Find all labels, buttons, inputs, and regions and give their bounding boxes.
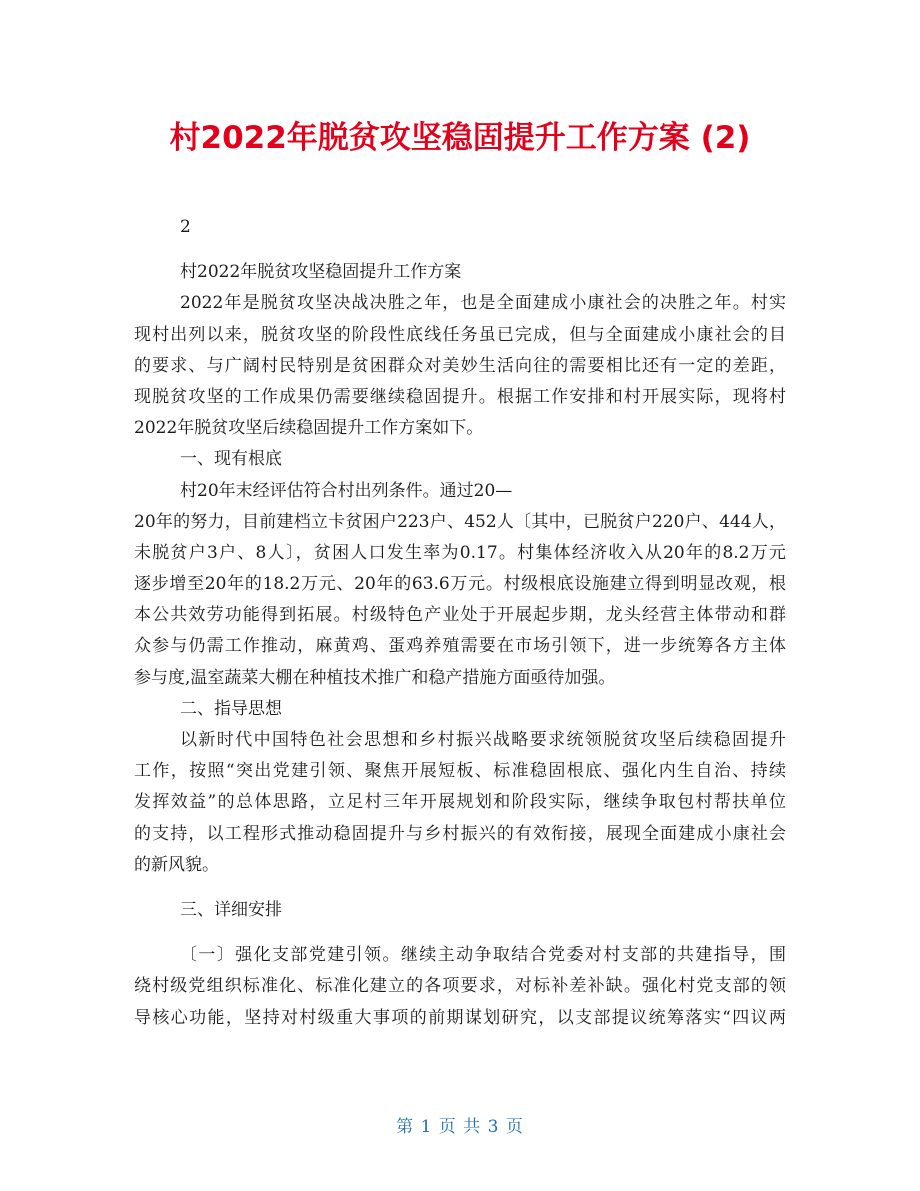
paragraph-3-line: 以新时代中国特色社会思想和乡村振兴战略要求统领脱贫攻坚后续稳固提升 [180, 730, 786, 750]
page-footer: 第 1 页 共 3 页 [396, 1117, 524, 1137]
document-body [134, 212, 786, 1034]
paragraph-3-line: 的支持，以工程形式推动稳固提升与乡村振兴的有效衔接，展现全面建成小康社会 [134, 823, 786, 844]
section-heading-3: 三、详细安排 [180, 899, 282, 920]
paragraph-2-line: 参与度,温室蔬菜大棚在种植技术推广和稳产措施方面亟待加强。 [134, 667, 616, 688]
paragraph-4-line: 导核心功能，坚持对村级重大事项的前期谋划研究，以支部提议统筹落实“四议两 [134, 1007, 786, 1028]
section-heading-1: 一、现有根底 [180, 449, 282, 470]
paragraph-2-line: 本公共效劳功能得到拓展。村级特色产业处于开展起步期，龙头经营主体带动和群 [134, 605, 786, 626]
paragraph-1-line: 2022年脱贫攻坚后续稳固提升工作方案如下。 [134, 418, 484, 439]
paragraph-2-line: 村20年末经评估符合村出列条件。通过20— [180, 480, 513, 501]
paragraph-1-line: 的要求、与广阔村民特别是贫困群众对美妙生活向往的需要相比还有一定的差距， [134, 355, 786, 376]
paragraph-3-line: 发挥效益”的总体思路，立足村三年开展规划和阶段实际，继续争取包村帮扶单位 [134, 792, 786, 813]
paragraph-4-line: 〔一〕强化支部党建引领。继续主动争取结合党委对村支部的共建指导，围 [180, 945, 786, 966]
paragraph-2-line: 逐步增至20年的18.2万元、20年的63.6万元。村级根底设施建立得到明显改观，根 [134, 574, 786, 595]
paragraph-2-line: 众参与仍需工作推动，麻黄鸡、蛋鸡养殖需要在市场引领下，进一步统筹各方主体 [134, 636, 786, 657]
paragraph-2-line: 20年的努力，目前建档立卡贫困户223户、452人〔其中，已脱贫户220户、444人， [134, 511, 786, 532]
page-number-line: 2 [180, 217, 191, 237]
paragraph-3-line: 的新风貌。 [134, 854, 219, 875]
subtitle-line: 村2022年脱贫攻坚稳固提升工作方案 [180, 262, 462, 283]
paragraph-1-line: 2022年是脱贫攻坚决战决胜之年，也是全面建成小康社会的决胜之年。村实 [180, 293, 786, 314]
paragraph-1-line: 现脱贫攻坚的工作成果仍需要继续稳固提升。根据工作安排和村开展实际，现将村 [134, 386, 786, 407]
paragraph-4-line: 绕村级党组织标准化、标准化建立的各项要求，对标补差补缺。强化村党支部的领 [134, 976, 786, 997]
paragraph-1-line: 现村出列以来，脱贫攻坚的阶段性底线任务虽已完成，但与全面建成小康社会的目 [134, 324, 786, 345]
section-heading-2: 二、指导思想 [180, 698, 282, 719]
document-title: 村2022年脱贫攻坚稳固提升工作方案 (2) [169, 120, 751, 156]
paragraph-3-line: 工作，按照“突出党建引领、聚焦开展短板、标准稳固根底、强化内生自治、持续 [134, 761, 786, 782]
paragraph-2-line: 未脱贫户3户、8人〕，贫困人口发生率为0.17。村集体经济收入从20年的8.2万元 [134, 542, 786, 563]
